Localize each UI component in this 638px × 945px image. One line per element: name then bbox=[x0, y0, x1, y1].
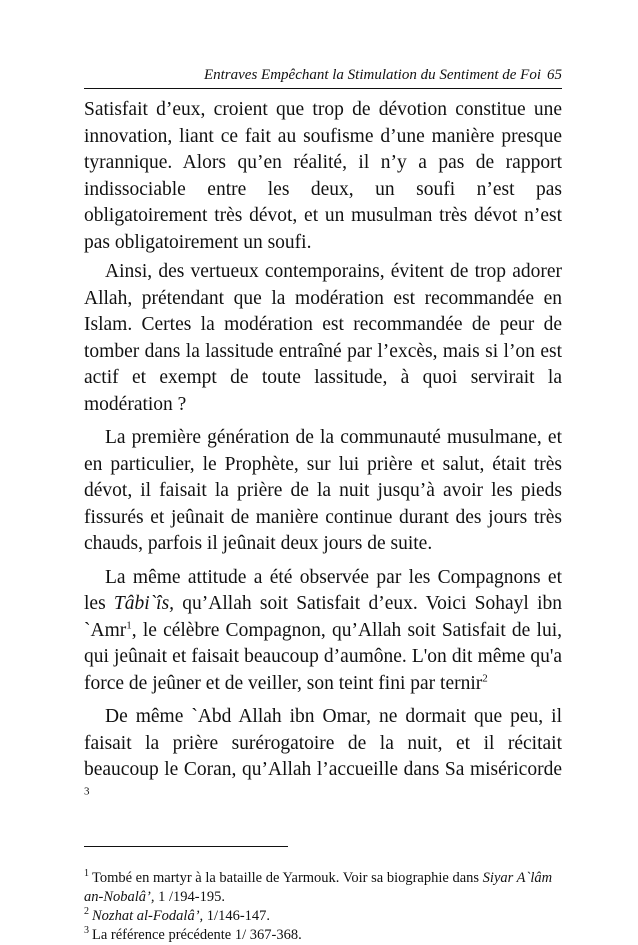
footnote-ref-1[interactable]: 1 bbox=[126, 619, 132, 631]
footnote-2-mark: 2 bbox=[84, 906, 89, 918]
footnote-3-mark: 3 bbox=[84, 925, 89, 937]
paragraph-5-text: De même `Abd Allah ibn Omar, ne dormait que peu, il faisait la prière surérogatoire de la nuit, et il récitait beaucoup le Coran, qu’Allah l’accueille dans Sa miséricorde bbox=[84, 706, 562, 780]
paragraph-5 bbox=[84, 704, 562, 810]
footnote-2 bbox=[84, 907, 562, 926]
paragraph-4-text-b: qu’Allah soit Satisfait d’eux. Voici Sohayl ibn `Amr bbox=[84, 593, 562, 641]
footnote-1 bbox=[84, 869, 562, 907]
running-header bbox=[84, 66, 562, 89]
paragraph-1: Satisfait d’eux, croient que trop de dévotion constitue une innovation, liant ce fait au soufisme d’une manière presque tyrannique. Alors qu’en réalité, il n’y a pas de rapport indissociable entre les deux, un soufi n’est pas obligatoirement très dévot, et un musulman très dévot n’est pas obligatoirement un soufi. bbox=[84, 99, 562, 253]
footnote-1-rest: 1 /194-195. bbox=[154, 889, 225, 905]
footnote-ref-3[interactable]: 3 bbox=[84, 785, 90, 797]
footnote-ref-2[interactable]: 2 bbox=[482, 672, 488, 684]
footnote-divider bbox=[84, 846, 288, 847]
running-title: Entraves Empêchant la Stimulation du Sentiment de Foi bbox=[203, 67, 541, 83]
paragraph-3: La première génération de la communauté musulmane, et en particulier, le Prophète, sur lui prière et salut, était très dévot, il faisait la prière de la nuit jusqu’à avoir les pieds fissurés et jeûnait de manière continue durant des jours très chauds, parfois il jeûnait deux jours de suite. bbox=[84, 427, 562, 554]
footnote-1-mark: 1 bbox=[84, 868, 89, 880]
footnote-2-title: Nozhat al-Fodalâ’, bbox=[92, 908, 204, 924]
page bbox=[84, 66, 562, 945]
footnotes bbox=[84, 869, 562, 945]
footnote-3-text: La référence précédente 1/ 367-368. bbox=[92, 927, 302, 943]
footnote-2-rest: 1/146-147. bbox=[203, 908, 271, 924]
paragraph-4-tabi: Tâbi`îs, bbox=[113, 593, 175, 614]
paragraph-2: Ainsi, des vertueux contemporains, évitent de trop adorer Allah, prétendant que la modération est recommandée en Islam. Certes la modération est recommandée de peur de tomber dans la lassitude entraîné par l’excès, mais si l’on est actif et exempt de toute lassitude, à quoi servirait la modération ? bbox=[84, 261, 562, 415]
footnote-3 bbox=[84, 926, 562, 945]
page-number: 65 bbox=[547, 67, 562, 83]
paragraph-4-text-c: , le célèbre Compagnon, qu’Allah soit Satisfait de lui, qui jeûnait et faisait beaucoup d’aumône. L'on dit même qu'a force de jeûner et de veiller, son teint fini par ternir bbox=[84, 619, 562, 694]
body-text bbox=[84, 97, 562, 810]
paragraph-4-text-a: La même attitude a été observée par les Compagnons et les bbox=[84, 566, 562, 614]
footnote-1-text: Tombé en martyr à la bataille de Yarmouk. Voir sa biographie dans bbox=[92, 870, 483, 886]
footnote-1-title: Siyar A`lâm an-Nobalâ’, bbox=[84, 870, 553, 905]
paragraph-4 bbox=[84, 565, 562, 698]
